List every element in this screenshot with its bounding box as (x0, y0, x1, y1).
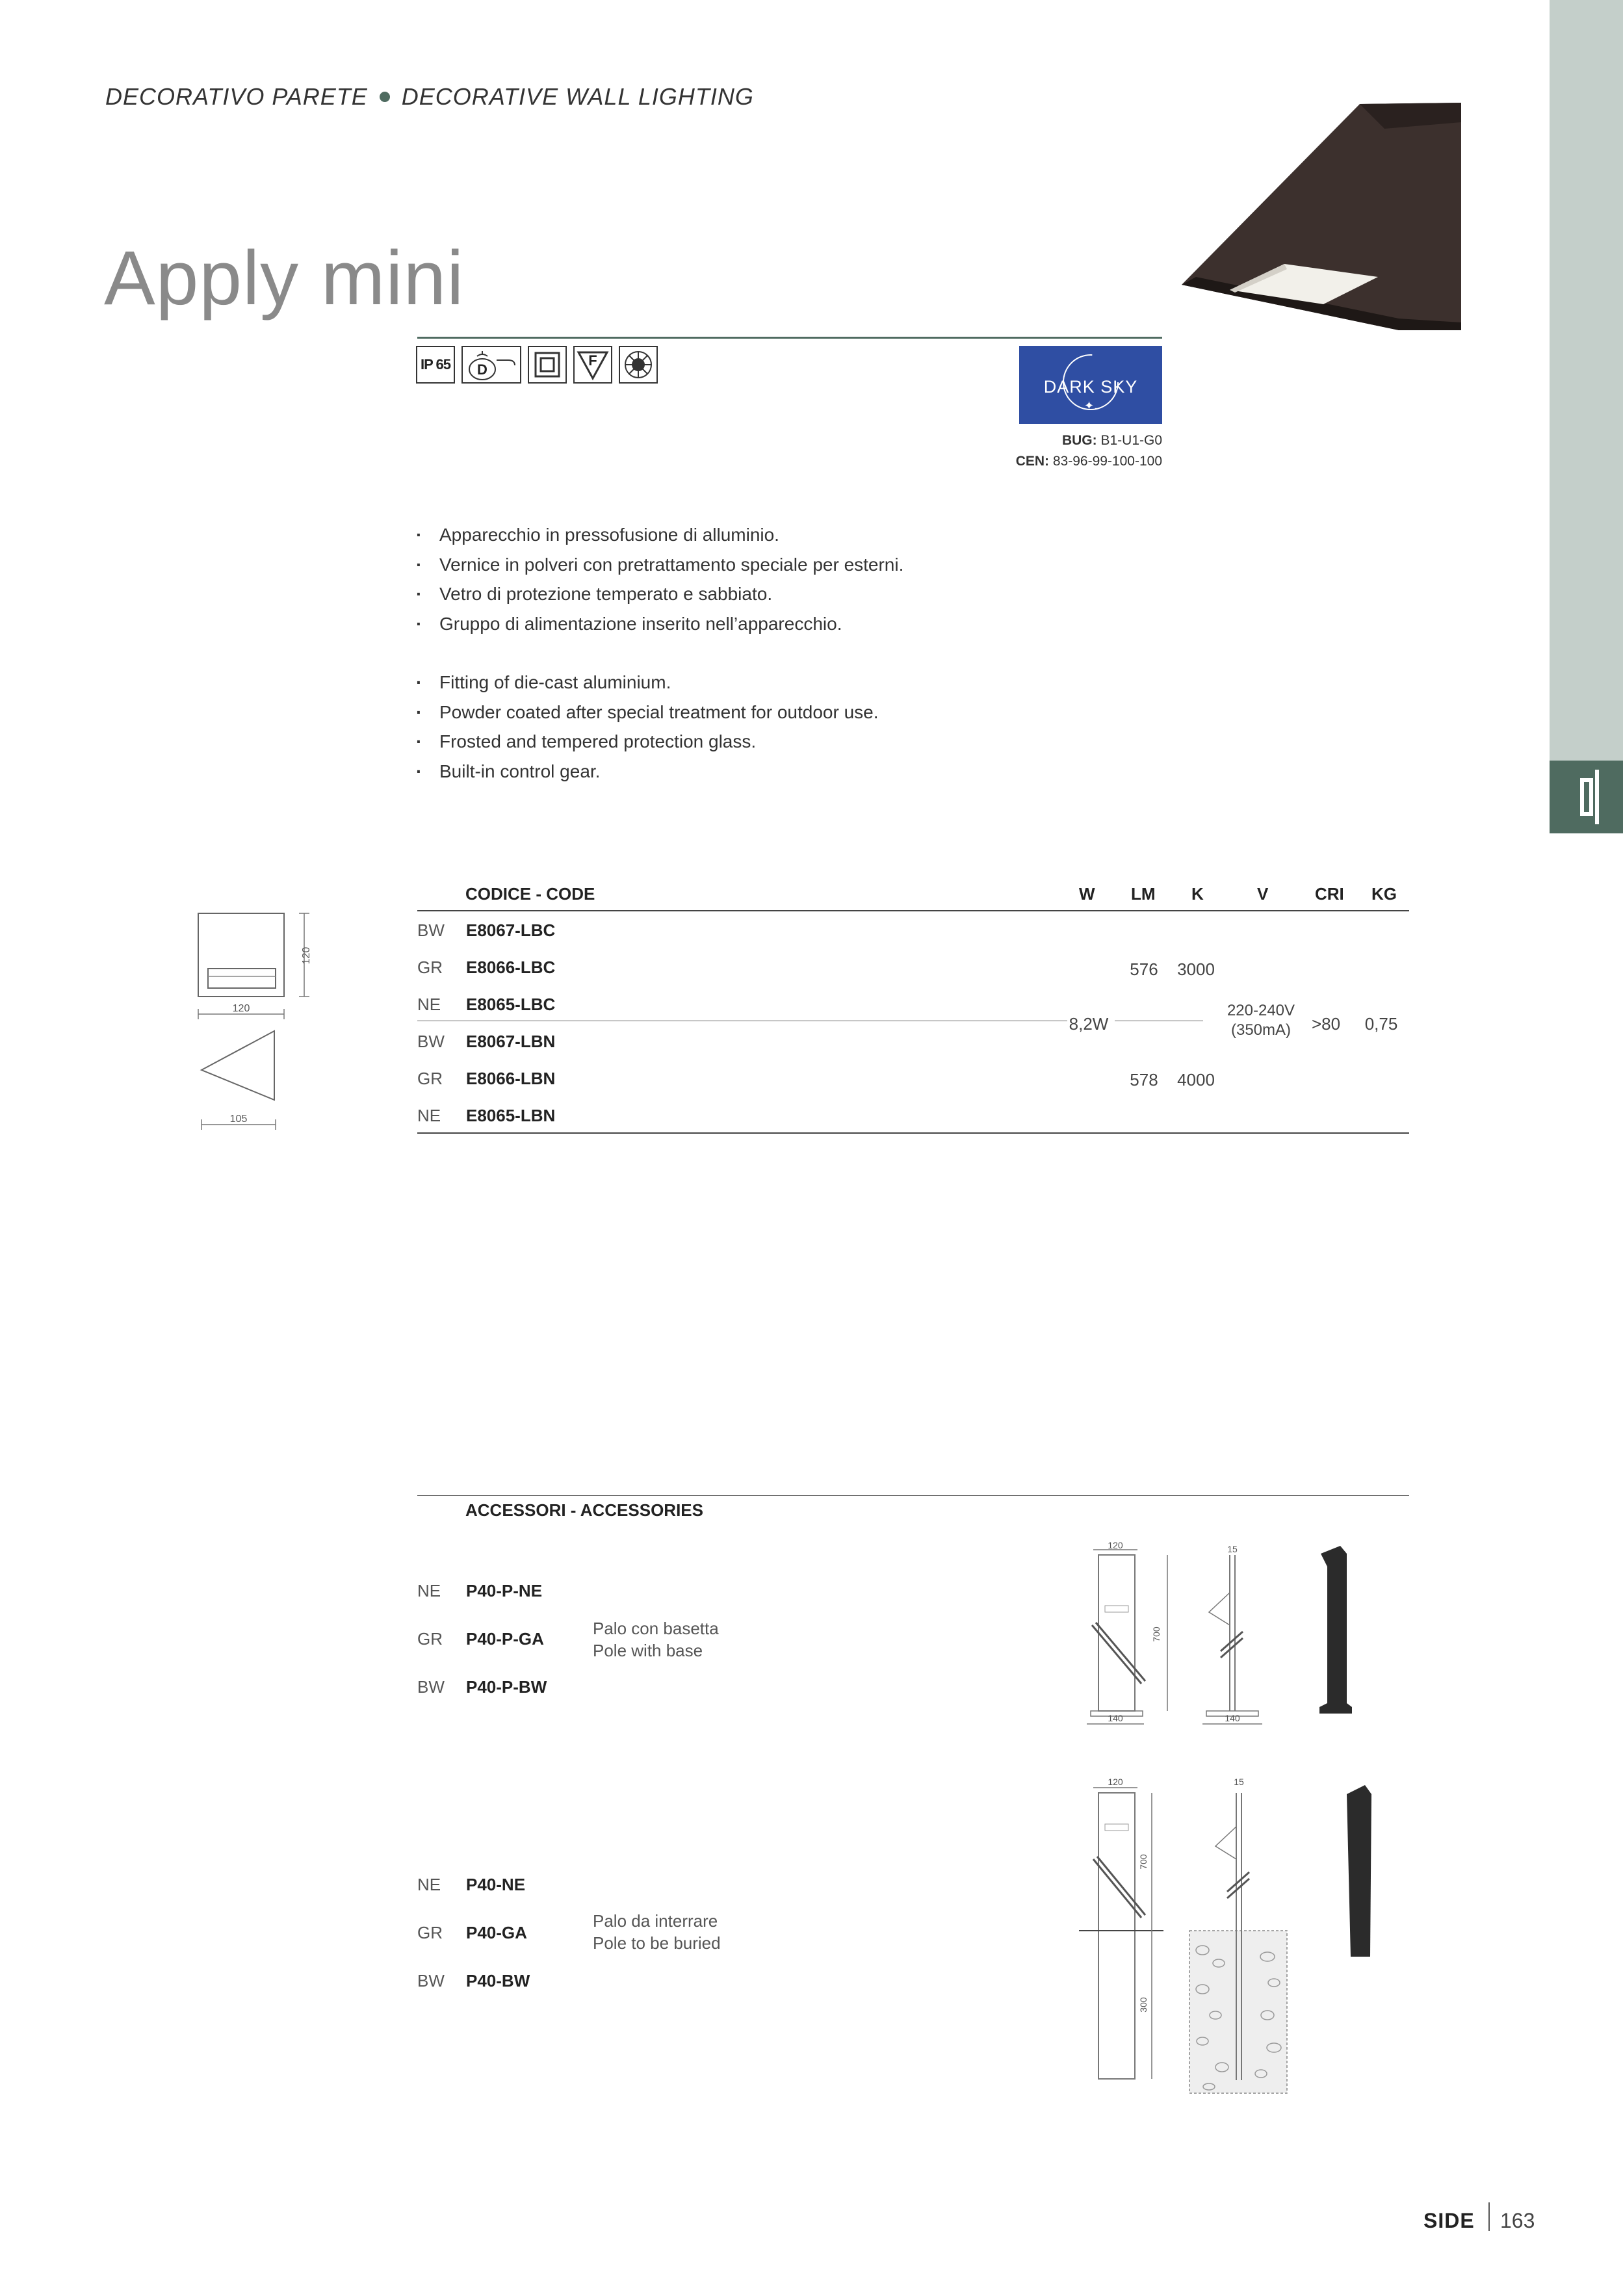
cri-value: >80 (1311, 1014, 1341, 1034)
row-finish: GR (417, 1069, 443, 1088)
list-item (417, 1581, 677, 1603)
header-italian: DECORATIVO PARETE (105, 83, 368, 110)
header-english: DECORATIVE WALL LIGHTING (401, 83, 754, 110)
row-code: E8065-LBN (466, 1106, 556, 1125)
buried-pole-drawing (1079, 1768, 1384, 2106)
acc-finish: GR (417, 1629, 443, 1649)
acc-desc-it: Palo con basetta (593, 1619, 719, 1638)
side-color-bar (1550, 0, 1623, 833)
table-row (417, 958, 872, 980)
feature-en-3: · Frosted and tempered protection glass. (416, 727, 903, 757)
row-code: E8066-LBC (466, 958, 556, 977)
acc-desc-it: Palo da interrare (593, 1911, 718, 1931)
dimension-drawing (188, 904, 318, 1144)
row-finish: NE (417, 995, 441, 1014)
row-finish: BW (417, 920, 445, 940)
col-lm: LM (1131, 884, 1156, 904)
acc-finish: BW (417, 1677, 445, 1697)
dim-height: 700 (1151, 1626, 1162, 1642)
bug-key: BUG: (1061, 433, 1097, 448)
page-number: 163 (1500, 2209, 1535, 2232)
acc-code: P40-GA (466, 1923, 527, 1942)
acc-code: P40-P-BW (466, 1677, 547, 1697)
row-code: E8067-LBN (466, 1032, 556, 1051)
bullet-dot (380, 92, 390, 102)
pole-with-base-drawing (1079, 1541, 1384, 1736)
feature-en-2: · Powder coated after special treatment for outdoor use. (416, 698, 903, 727)
acc-desc-en: Pole with base (593, 1641, 703, 1660)
dark-sky-badge (1019, 346, 1162, 424)
section-header (105, 83, 754, 111)
table-row (417, 995, 872, 1017)
buried-pole-photo (1347, 1785, 1371, 1957)
dark-sky-label: DARK SKY (1043, 377, 1138, 397)
list-item (417, 1971, 677, 1993)
f-mark-icon: F (573, 346, 612, 384)
row-code: E8067-LBC (466, 920, 556, 940)
pole-with-base-photo (1319, 1546, 1352, 1714)
table-header-rule (417, 910, 1409, 911)
col-kg: KG (1371, 884, 1397, 904)
row-finish: BW (417, 1032, 445, 1051)
feature-it-2: · Vernice in polveri con pretrattamento speciale per esterni. (416, 550, 903, 580)
col-cri: CRI (1315, 884, 1344, 904)
col-w: W (1079, 884, 1095, 904)
col-k: K (1191, 884, 1204, 904)
dim-top: 120 (1108, 1541, 1123, 1550)
list-item (417, 1875, 677, 1897)
acc-description (593, 1617, 719, 1662)
kg-value: 0,75 (1364, 1014, 1398, 1034)
k-group2: 4000 (1177, 1070, 1215, 1089)
footer-divider (1488, 2202, 1490, 2231)
acc-code: P40-NE (466, 1875, 526, 1894)
dim-depth-label: 105 (229, 1114, 248, 1125)
accessories-rule (417, 1495, 1409, 1496)
dim-top-buried: 120 (1108, 1777, 1123, 1787)
feature-it-1: · Apparecchio in pressofusione di alluminio. (416, 520, 903, 550)
row-code: E8065-LBC (466, 995, 556, 1014)
dim-thickness: 15 (1227, 1544, 1238, 1554)
list-item (417, 1677, 677, 1699)
certification-icons (416, 346, 658, 385)
photometric-ratings (910, 430, 1162, 472)
acc-finish: GR (417, 1923, 443, 1942)
acc-finish: NE (417, 1875, 441, 1894)
section-tab[interactable] (1550, 761, 1623, 833)
dim-width-label: 120 (232, 1003, 250, 1014)
feature-it-3: · Vetro di protezione temperato e sabbiato. (416, 579, 903, 609)
acc-desc-en: Pole to be buried (593, 1933, 721, 1953)
acc-code: P40-P-NE (466, 1581, 543, 1600)
double-insulation-icon (528, 346, 567, 384)
accessories-header: ACCESSORI - ACCESSORIES (465, 1500, 703, 1520)
col-v: V (1257, 884, 1269, 904)
feature-it-4: · Gruppo di alimentazione inserito nell’apparecchio. (416, 609, 903, 639)
feature-list (416, 520, 903, 786)
svg-text:✦.: ✦. (1084, 399, 1098, 413)
v-line2: (350mA) (1230, 1021, 1292, 1039)
dim-height-buried: 700 (1138, 1854, 1149, 1870)
w-value: 8,2W (1069, 1014, 1109, 1034)
acc-description (593, 1910, 721, 1954)
brand-footer: SIDE (1423, 2209, 1475, 2232)
dim-base-side: 140 (1225, 1713, 1240, 1723)
cen-value: 83-96-99-100-100 (1052, 454, 1162, 469)
product-photo (1170, 103, 1462, 332)
v-value (1215, 1001, 1306, 1040)
feature-en-4: · Built-in control gear. (416, 757, 903, 787)
table-row (417, 1069, 872, 1091)
wall-light-section-icon (1550, 761, 1623, 833)
acc-finish: NE (417, 1581, 441, 1600)
acc-code: P40-P-GA (466, 1629, 544, 1649)
bug-value: B1-U1-G0 (1100, 433, 1162, 448)
lm-group2: 578 (1130, 1070, 1158, 1089)
col-code: CODICE - CODE (465, 884, 595, 904)
row-code: E8066-LBN (466, 1069, 556, 1088)
acc-finish: BW (417, 1971, 445, 1990)
lm-group1: 576 (1130, 959, 1158, 979)
title-divider (417, 337, 1162, 339)
dim-thickness-buried: 15 (1234, 1777, 1244, 1787)
row-finish: NE (417, 1106, 441, 1125)
impact-resistance-icon (619, 346, 658, 384)
table-row (417, 1106, 872, 1128)
dim-height-label: 120 (301, 946, 312, 965)
v-line1: 220-240V (1227, 1002, 1295, 1019)
feature-en-1: · Fitting of die-cast aluminium. (416, 668, 903, 698)
table-row (417, 920, 872, 943)
dim-base: 140 (1108, 1713, 1123, 1723)
cen-key: CEN: (1015, 454, 1050, 469)
dim-buried: 300 (1138, 1997, 1149, 2013)
acc-code: P40-BW (466, 1971, 530, 1990)
k-group1: 3000 (1177, 959, 1215, 979)
ip65-icon: IP 65 (416, 346, 455, 384)
row-finish: GR (417, 958, 443, 977)
table-row (417, 1032, 872, 1054)
product-title: Apply mini (104, 235, 465, 321)
class-d-icon: D (461, 346, 521, 384)
table-bottom-rule (417, 1132, 1409, 1134)
